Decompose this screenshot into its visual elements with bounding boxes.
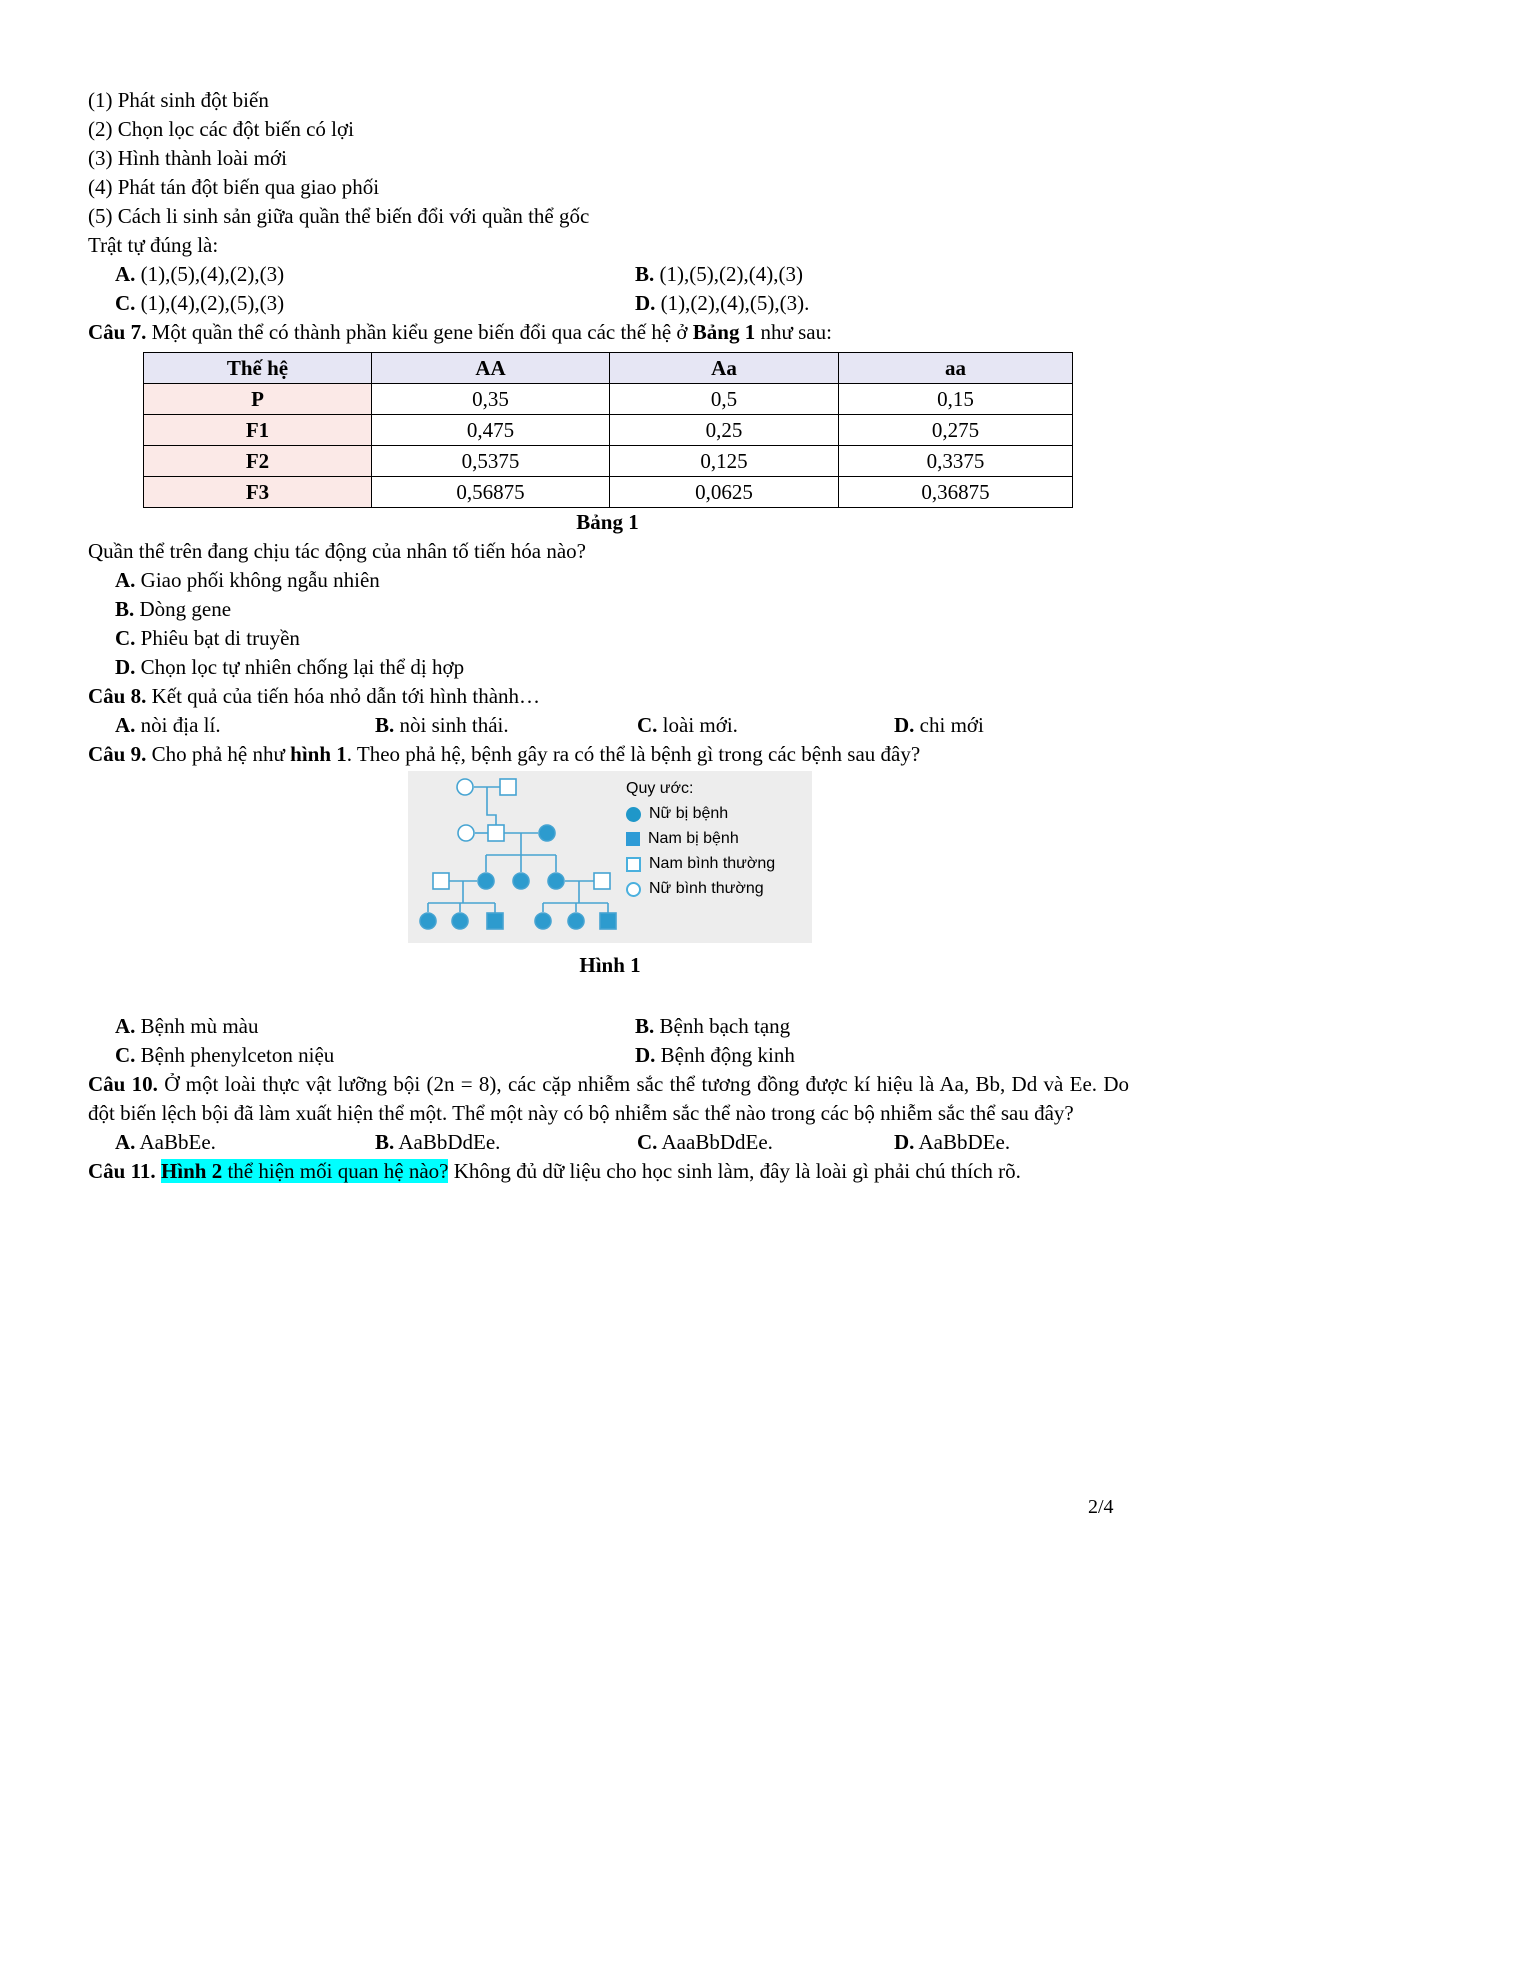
option-d [635,289,1129,318]
column-header: aa [839,353,1073,384]
table-cell: 0,36875 [839,477,1073,508]
normal-female-node [457,779,473,795]
option-text: AaaBbDdEe. [657,1130,773,1154]
affected-female-node [548,873,564,889]
question-text: . Theo phả hệ, bệnh gây ra có thể là bệnh gì trong các bệnh sau đây? [346,742,921,766]
row-header: F3 [144,477,372,508]
option-a [88,566,1129,595]
normal-male-icon [626,857,641,872]
affected-male-node [487,913,503,929]
option-text: nòi sinh thái. [394,713,509,737]
option-text: (1),(2),(4),(5),(3). [655,291,810,315]
pedigree-chart [408,771,626,943]
bang-1-table [143,352,1073,508]
table-cell: 0,0625 [610,477,839,508]
affected-female-node [535,913,551,929]
table-cell: 0,25 [610,415,839,446]
normal-female-icon [626,882,641,897]
question-number: Câu 9. [88,742,147,766]
option-d [88,653,1129,682]
table-row [144,384,1073,415]
normal-male-node [488,825,504,841]
question-11-intro [88,1157,1129,1186]
question-text: Không đủ dữ liệu cho học sinh làm, đây là loài gì phải chú thích rõ. [448,1159,1021,1183]
affected-female-node [513,873,529,889]
option-text: Giao phối không ngẫu nhiên [135,568,380,592]
option-c [88,624,1129,653]
question-8-intro [88,682,1129,711]
option-c [115,1041,635,1070]
options-row [88,260,1129,289]
option-a [115,260,635,289]
question-text: Cho phả hệ như [146,742,291,766]
column-header: Thế hệ [144,353,372,384]
option-text: Chọn lọc tự nhiên chống lại thể dị hợp [135,655,465,679]
question-10-intro [88,1070,1129,1128]
legend-item [626,879,775,899]
table-header-row [144,353,1073,384]
affected-female-icon [626,807,641,822]
option-label: B. [635,1014,655,1038]
highlight-text: thể hiện mối quan hệ nào? [222,1159,449,1183]
question-text: Kết quả của tiến hóa nhỏ dẫn tới hình thành… [146,684,541,708]
option-text: loài mới. [657,713,738,737]
question-text: như sau: [755,320,832,344]
question-7-intro [88,318,1129,347]
affected-female-node [568,913,584,929]
option-label: B. [115,597,135,621]
question-text: Một quần thể có thành phần kiểu gene biến đổi qua các thế hệ ở [146,320,693,344]
row-header: F2 [144,446,372,477]
question-number: Câu 8. [88,684,147,708]
option-label: B. [375,713,395,737]
option-text: Bệnh bạch tạng [654,1014,791,1038]
table-caption: Bảng 1 [576,510,639,534]
option-text: Phiêu bạt di truyền [135,626,300,650]
ordered-step: (1) Phát sinh đột biến [88,88,269,112]
option-text: Bệnh phenylceton niệu [135,1043,335,1067]
table-cell: 0,35 [372,384,610,415]
legend-item [626,829,775,849]
option-label: C. [637,713,658,737]
pedigree-figure [408,771,812,943]
document-content [88,86,1129,1186]
option-text: (1),(5),(2),(4),(3) [654,262,803,286]
option-text: (1),(5),(4),(2),(3) [135,262,285,286]
option-c [637,1128,894,1157]
legend-item [626,854,775,874]
option-a [115,711,375,740]
table-row [144,446,1073,477]
option-b [635,260,1129,289]
option-label: D. [894,1130,915,1154]
normal-female-node [458,825,474,841]
table-ref: Bảng 1 [692,320,756,344]
vertical-spacer [88,980,1129,1012]
figure-ref: hình 1 [290,742,347,766]
option-a [115,1012,635,1041]
question-text: Ở một loài thực vật lưỡng bội (2n = 8), các cặp nhiễm sắc thể tương đồng được kí hiệu là Aa, Bb, Dd và Ee. Do đột biến lệch bội đã làm xuất hiện thể một. Thể một này có bộ nhiễm sắc thể nào trong các bộ nhiễm sắc thể sau đây? [88,1072,1129,1125]
table-row [144,477,1073,508]
table-cell: 0,15 [839,384,1073,415]
options-row [88,1012,1129,1041]
option-text: chi mới [914,713,984,737]
legend-title: Quy ước: [626,780,694,797]
legend-label: Nữ bị bệnh [649,805,729,822]
legend-item [626,804,775,824]
option-label: A. [115,1130,136,1154]
highlighted-text [161,1159,449,1183]
table-cell: 0,125 [610,446,839,477]
option-text: AaBbDEe. [914,1130,1011,1154]
option-text: Bệnh mù màu [135,1014,259,1038]
options-row [88,711,1129,740]
option-label: C. [115,626,136,650]
option-text: (1),(4),(2),(5),(3) [135,291,285,315]
option-label: D. [635,1043,656,1067]
ordered-step: (3) Hình thành loài mới [88,146,287,170]
question-number: Câu 11. [88,1159,156,1183]
row-header: F1 [144,415,372,446]
affected-female-node [539,825,555,841]
options-row [88,1041,1129,1070]
option-d [894,1128,1129,1157]
ordered-step: (4) Phát tán đột biến qua giao phối [88,175,380,199]
option-label: B. [635,262,655,286]
option-d [635,1041,1129,1070]
option-label: D. [894,713,915,737]
pedigree-lines [428,787,608,913]
option-c [115,289,635,318]
normal-male-node [594,873,610,889]
options-row [88,289,1129,318]
question-9-intro [88,740,1129,769]
option-label: B. [375,1130,395,1154]
option-label: C. [637,1130,658,1154]
ordered-step: (5) Cách li sinh sản giữa quần thể biến đổi với quần thể gốc [88,204,590,228]
table-cell: 0,56875 [372,477,610,508]
normal-male-node [500,779,516,795]
option-label: D. [115,655,136,679]
option-label: A. [115,262,136,286]
option-text: nòi địa lí. [135,713,221,737]
normal-male-node [433,873,449,889]
option-b [375,1128,637,1157]
option-text: Dòng gene [134,597,232,621]
legend-label: Nam bình thường [649,855,776,872]
table-cell: 0,3375 [839,446,1073,477]
option-label: C. [115,1043,136,1067]
option-b [375,711,637,740]
pedigree-legend [626,771,775,943]
option-text: AaBbDdEe. [394,1130,501,1154]
option-text: AaBbEe. [135,1130,216,1154]
table-cell: 0,275 [839,415,1073,446]
option-b [635,1012,1129,1041]
option-label: A. [115,568,136,592]
legend-label: Nữ bình thường [649,880,764,897]
question-7-text: Quần thể trên đang chịu tác động của nhân tố tiến hóa nào? [88,539,586,563]
column-header: Aa [610,353,839,384]
figure-caption: Hình 1 [579,953,641,977]
question-number: Câu 10. [88,1072,158,1096]
question-number: Câu 7. [88,320,147,344]
table-cell: 0,5 [610,384,839,415]
legend-label: Nam bị bệnh [648,830,739,847]
option-text: Bệnh động kinh [655,1043,795,1067]
option-d [894,711,1129,740]
column-header: AA [372,353,610,384]
table-cell: 0,475 [372,415,610,446]
affected-female-node [478,873,494,889]
affected-female-node [452,913,468,929]
page-number: 2/4 [1088,1496,1114,1518]
pedigree-nodes [420,779,616,929]
option-a [115,1128,375,1157]
option-c [637,711,894,740]
option-label: D. [635,291,656,315]
affected-male-node [600,913,616,929]
answer-prompt: Trật tự đúng là: [88,233,219,257]
table-row [144,415,1073,446]
option-label: A. [115,1014,136,1038]
option-label: A. [115,713,136,737]
table-cell: 0,5375 [372,446,610,477]
option-b [88,595,1129,624]
option-label: C. [115,291,136,315]
ordered-step: (2) Chọn lọc các đột biến có lợi [88,117,354,141]
options-row [88,1128,1129,1157]
affected-male-icon [626,832,640,846]
row-header: P [144,384,372,415]
figure-ref: Hình 2 [160,1159,223,1183]
affected-female-node [420,913,436,929]
